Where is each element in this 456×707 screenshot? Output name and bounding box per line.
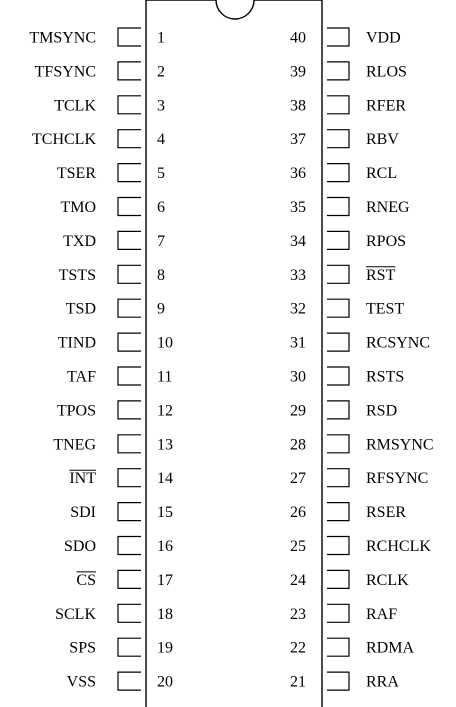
pin-lead — [327, 503, 349, 521]
pin-name: SPS — [69, 639, 96, 657]
pin-number: 9 — [157, 300, 165, 318]
pin-name: VSS — [66, 673, 96, 691]
pin-number: 40 — [290, 29, 306, 47]
pin-lead — [327, 537, 349, 555]
pin-lead — [118, 96, 141, 114]
pin-16 — [64, 537, 173, 556]
pin-21 — [290, 672, 399, 691]
pin-number: 8 — [157, 266, 165, 284]
right-pin-column — [290, 28, 434, 691]
pin-name: TSD — [65, 300, 96, 318]
pin-20 — [67, 672, 173, 691]
pin-lead — [327, 299, 349, 317]
pin-name: TSER — [56, 165, 96, 183]
pin-1 — [29, 28, 165, 47]
pin-number: 12 — [157, 402, 173, 420]
pin-number: 6 — [157, 199, 165, 216]
pin-lead — [118, 672, 141, 690]
pin-lead — [327, 96, 349, 114]
pin-25 — [290, 537, 431, 556]
pin-lead — [118, 62, 141, 80]
pin-23 — [290, 604, 397, 623]
pin-number: 19 — [157, 639, 173, 657]
pin-name: TFSYNC — [34, 63, 96, 81]
pin-lead — [118, 333, 141, 351]
pin-name: RMSYNC — [366, 436, 434, 454]
pin-37 — [290, 130, 399, 149]
pin-lead — [118, 638, 141, 656]
pin-22 — [290, 638, 414, 657]
pin-13 — [53, 435, 173, 454]
pin-number: 3 — [157, 97, 165, 115]
pin-lead — [118, 570, 141, 588]
pin-name: SDI — [70, 504, 96, 522]
pin-number: 14 — [157, 470, 173, 488]
pin-number: 17 — [157, 571, 173, 589]
pin-number: 31 — [290, 334, 306, 352]
pin-lead — [327, 367, 349, 385]
pin-27 — [290, 469, 428, 488]
pin-lead — [118, 130, 141, 148]
pin-11 — [67, 367, 172, 386]
pin-number: 28 — [290, 436, 306, 454]
pin-lead — [118, 28, 141, 46]
pin-lead — [327, 570, 349, 588]
pin-number: 35 — [290, 199, 306, 216]
pin-name: RCLK — [366, 571, 409, 589]
pin-name: RFSYNC — [366, 470, 429, 488]
pin-number: 27 — [290, 470, 306, 488]
pin-4 — [32, 130, 165, 149]
pin-lead — [118, 367, 141, 385]
pin-lead — [118, 198, 141, 216]
pin-lead — [118, 401, 141, 419]
pin-number: 30 — [290, 368, 306, 386]
pin-name: INT — [69, 470, 96, 488]
pin-number: 4 — [157, 131, 165, 149]
pin-name: RSTS — [366, 368, 405, 386]
pin-33 — [290, 265, 396, 284]
pin-number: 10 — [157, 334, 173, 352]
pin-number: 25 — [290, 538, 306, 555]
pin-lead — [327, 401, 349, 419]
pin-18 — [55, 604, 173, 623]
pin-lead — [118, 435, 141, 453]
pin-number: 5 — [157, 165, 165, 183]
pin-34 — [290, 231, 406, 250]
pin-name: SCLK — [55, 605, 96, 623]
pin-5 — [57, 164, 165, 183]
pin-name: RNEG — [366, 199, 410, 216]
pin-name: RSER — [366, 504, 407, 522]
pin-29 — [290, 401, 397, 420]
pin-number: 13 — [157, 436, 173, 454]
pin-24 — [290, 570, 409, 589]
pin-number: 34 — [290, 232, 306, 250]
pin-36 — [290, 164, 397, 183]
pin-lead — [327, 164, 349, 182]
pin-lead — [118, 231, 141, 249]
pin-number: 37 — [290, 131, 306, 149]
pin-name: RBV — [366, 131, 399, 149]
pin-number: 15 — [157, 504, 173, 522]
pin-name: TMO — [60, 199, 96, 216]
pin-19 — [69, 638, 173, 657]
pin-number: 21 — [290, 673, 306, 691]
pin-name: VDD — [366, 29, 401, 47]
pin-lead — [327, 130, 349, 148]
pin-lead — [327, 333, 349, 351]
pin-39 — [290, 62, 407, 81]
pin-14 — [69, 469, 173, 488]
pin-name: TIND — [57, 334, 96, 352]
pin-8 — [59, 265, 165, 284]
pin-name: RAF — [366, 605, 398, 623]
pin-name: TXD — [63, 232, 96, 250]
pin-name: TPOS — [56, 402, 96, 420]
pin-number: 24 — [290, 571, 306, 589]
pin-30 — [290, 367, 404, 386]
pin-name: TAF — [67, 368, 96, 386]
pin-7 — [63, 231, 165, 250]
pin-lead — [118, 469, 141, 487]
pin-number: 16 — [157, 538, 173, 555]
pin-lead — [327, 604, 349, 622]
pin-lead — [327, 62, 349, 80]
pin-lead — [327, 198, 349, 216]
pin-lead — [118, 537, 141, 555]
pin-lead — [118, 299, 141, 317]
pin-number: 2 — [157, 63, 165, 81]
pin-name: RCSYNC — [366, 334, 431, 352]
pin-35 — [290, 198, 410, 217]
pin-3 — [54, 96, 165, 115]
pin-name: RRA — [366, 673, 399, 691]
pin-32 — [290, 299, 404, 318]
pin-number: 23 — [290, 605, 306, 623]
pin-name: RCL — [366, 165, 398, 183]
pin-40 — [290, 28, 401, 47]
pin-17 — [76, 570, 173, 589]
left-pin-column — [29, 28, 173, 691]
pin-name: TCHCLK — [32, 131, 96, 149]
pin-38 — [290, 96, 406, 115]
pin-name: RLOS — [366, 63, 407, 81]
pin-number: 18 — [157, 605, 173, 623]
pin-name: RPOS — [366, 232, 407, 250]
pin-number: 7 — [157, 232, 165, 250]
pin-26 — [290, 503, 406, 521]
pin-lead — [118, 503, 141, 521]
pin-6 — [60, 198, 165, 217]
pin-name: RST — [366, 266, 396, 284]
pin-number: 36 — [290, 165, 306, 183]
pin-name: TCLK — [54, 97, 96, 115]
pin-number: 11 — [157, 368, 173, 386]
pin-lead — [327, 469, 349, 487]
pin-name: RDMA — [366, 639, 415, 657]
pin-name: RCHCLK — [366, 538, 431, 555]
pin1-notch — [216, 0, 254, 19]
pin-name: RSD — [366, 402, 398, 420]
pin-number: 33 — [290, 266, 306, 284]
pin-name: TSTS — [58, 266, 96, 284]
pin-number: 26 — [290, 504, 306, 522]
pin-lead — [327, 435, 349, 453]
pin-9 — [66, 299, 165, 318]
pin-lead — [118, 164, 141, 182]
pin-number: 39 — [290, 63, 306, 81]
pin-lead — [327, 672, 349, 690]
pin-lead — [118, 604, 141, 622]
pin-number: 38 — [290, 97, 306, 115]
pin-31 — [290, 333, 430, 352]
pin-28 — [290, 435, 434, 454]
pin-name: TNEG — [53, 436, 96, 454]
pin-12 — [57, 401, 173, 420]
pin-10 — [58, 333, 173, 352]
pin-name: SDO — [63, 538, 96, 555]
pin-15 — [70, 503, 173, 521]
pin-name: CS — [76, 571, 96, 589]
pin-lead — [327, 231, 349, 249]
pin-number: 32 — [290, 300, 306, 318]
pin-name: TMSYNC — [29, 29, 96, 47]
pin-number: 20 — [157, 673, 173, 691]
pin-lead — [118, 265, 141, 283]
pin-number: 1 — [157, 29, 165, 47]
pin-number: 29 — [290, 402, 306, 420]
pin-name: RFER — [366, 97, 407, 115]
pin-lead — [327, 265, 349, 283]
pin-lead — [327, 28, 349, 46]
pin-lead — [327, 638, 349, 656]
pin-number: 22 — [290, 639, 306, 657]
pin-name: TEST — [366, 300, 405, 318]
